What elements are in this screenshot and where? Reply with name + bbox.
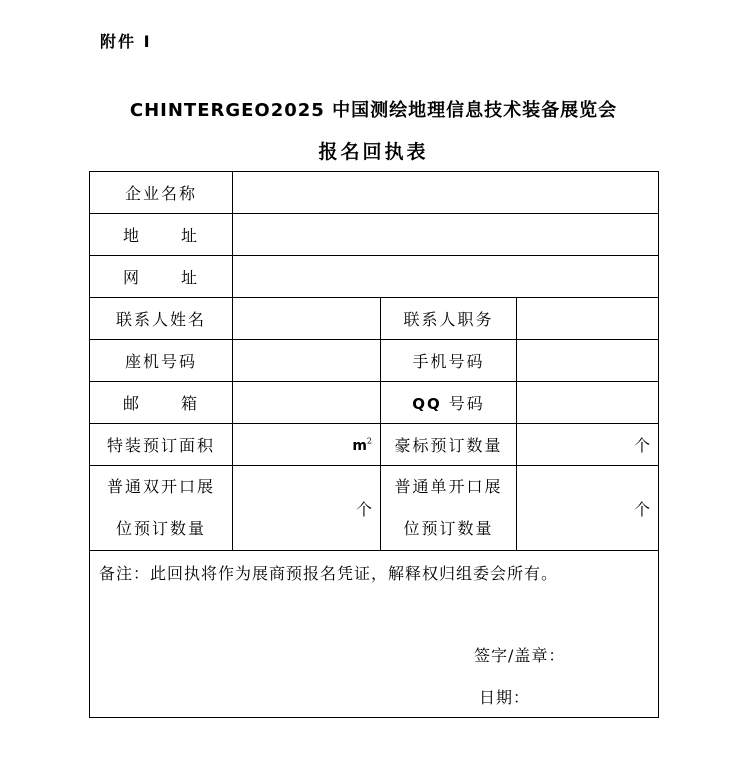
notes-text: 备注：此回执将作为展商预报名凭证，解释权归组委会所有。: [99, 564, 559, 583]
qq-label: [381, 382, 517, 424]
attachment-label: 附件 I: [100, 32, 152, 51]
contact-position-label: 联系人职务: [381, 298, 517, 340]
qq-field[interactable]: [517, 382, 659, 424]
special-booth-unit: m: [352, 438, 367, 454]
row-standard-booth: [90, 466, 659, 551]
qq-label-prefix: QQ: [412, 395, 442, 413]
row-website: [90, 256, 659, 298]
row-special-booth: [90, 424, 659, 466]
row-address: [90, 214, 659, 256]
row-email-qq: [90, 382, 659, 424]
single-open-booth-label: [381, 466, 517, 551]
double-open-booth-field[interactable]: [233, 466, 381, 551]
landline-label: 座机号码: [90, 340, 233, 382]
double-open-unit: 个: [355, 499, 372, 519]
luxury-booth-unit: 个: [634, 436, 651, 455]
address-label-char2: 址: [180, 226, 199, 245]
notes-cell: [90, 551, 659, 718]
contact-position-field[interactable]: [517, 298, 659, 340]
document-subtitle: 报名回执表: [318, 141, 429, 163]
mobile-field[interactable]: [517, 340, 659, 382]
address-field[interactable]: [233, 214, 659, 256]
website-field[interactable]: [233, 256, 659, 298]
row-contact: [90, 298, 659, 340]
signature-label: 签字/盖章：: [474, 646, 566, 665]
special-booth-field[interactable]: [233, 424, 381, 466]
single-open-unit: 个: [634, 499, 651, 519]
double-open-booth-label: [90, 466, 233, 551]
document-title: CHINTERGEO2025 中国测绘地理信息技术装备展览会: [129, 100, 618, 121]
row-phone: [90, 340, 659, 382]
contact-name-label: 联系人姓名: [90, 298, 233, 340]
special-booth-label: 特装预订面积: [90, 424, 233, 466]
website-label-char1: 网: [123, 268, 142, 287]
double-open-label-line1: 普通双开口展: [106, 477, 215, 496]
single-open-booth-field[interactable]: [517, 466, 659, 551]
single-open-label-line1: 普通单开口展: [394, 477, 503, 496]
address-label: [90, 214, 233, 256]
company-name-label: 企业名称: [90, 172, 233, 214]
luxury-booth-field[interactable]: [517, 424, 659, 466]
landline-field[interactable]: [233, 340, 381, 382]
website-label: [90, 256, 233, 298]
mobile-label: 手机号码: [381, 340, 517, 382]
email-label-char2: 箱: [180, 394, 199, 413]
single-open-label-line2: 位预订数量: [403, 519, 494, 538]
double-open-label-line2: 位预订数量: [115, 519, 206, 538]
date-label: 日期：: [479, 688, 531, 707]
company-name-field[interactable]: [233, 172, 659, 214]
qq-label-suffix: 号码: [441, 394, 485, 413]
website-label-char2: 址: [180, 268, 199, 287]
email-label-char1: 邮: [123, 394, 142, 413]
luxury-booth-label: 豪标预订数量: [381, 424, 517, 466]
special-booth-unit-sup: 2: [366, 436, 372, 446]
email-label: [90, 382, 233, 424]
row-company-name: [90, 172, 659, 214]
contact-name-field[interactable]: [233, 298, 381, 340]
address-label-char1: 地: [123, 226, 142, 245]
registration-form-table: [89, 171, 659, 718]
row-notes: [90, 551, 659, 718]
email-field[interactable]: [233, 382, 381, 424]
